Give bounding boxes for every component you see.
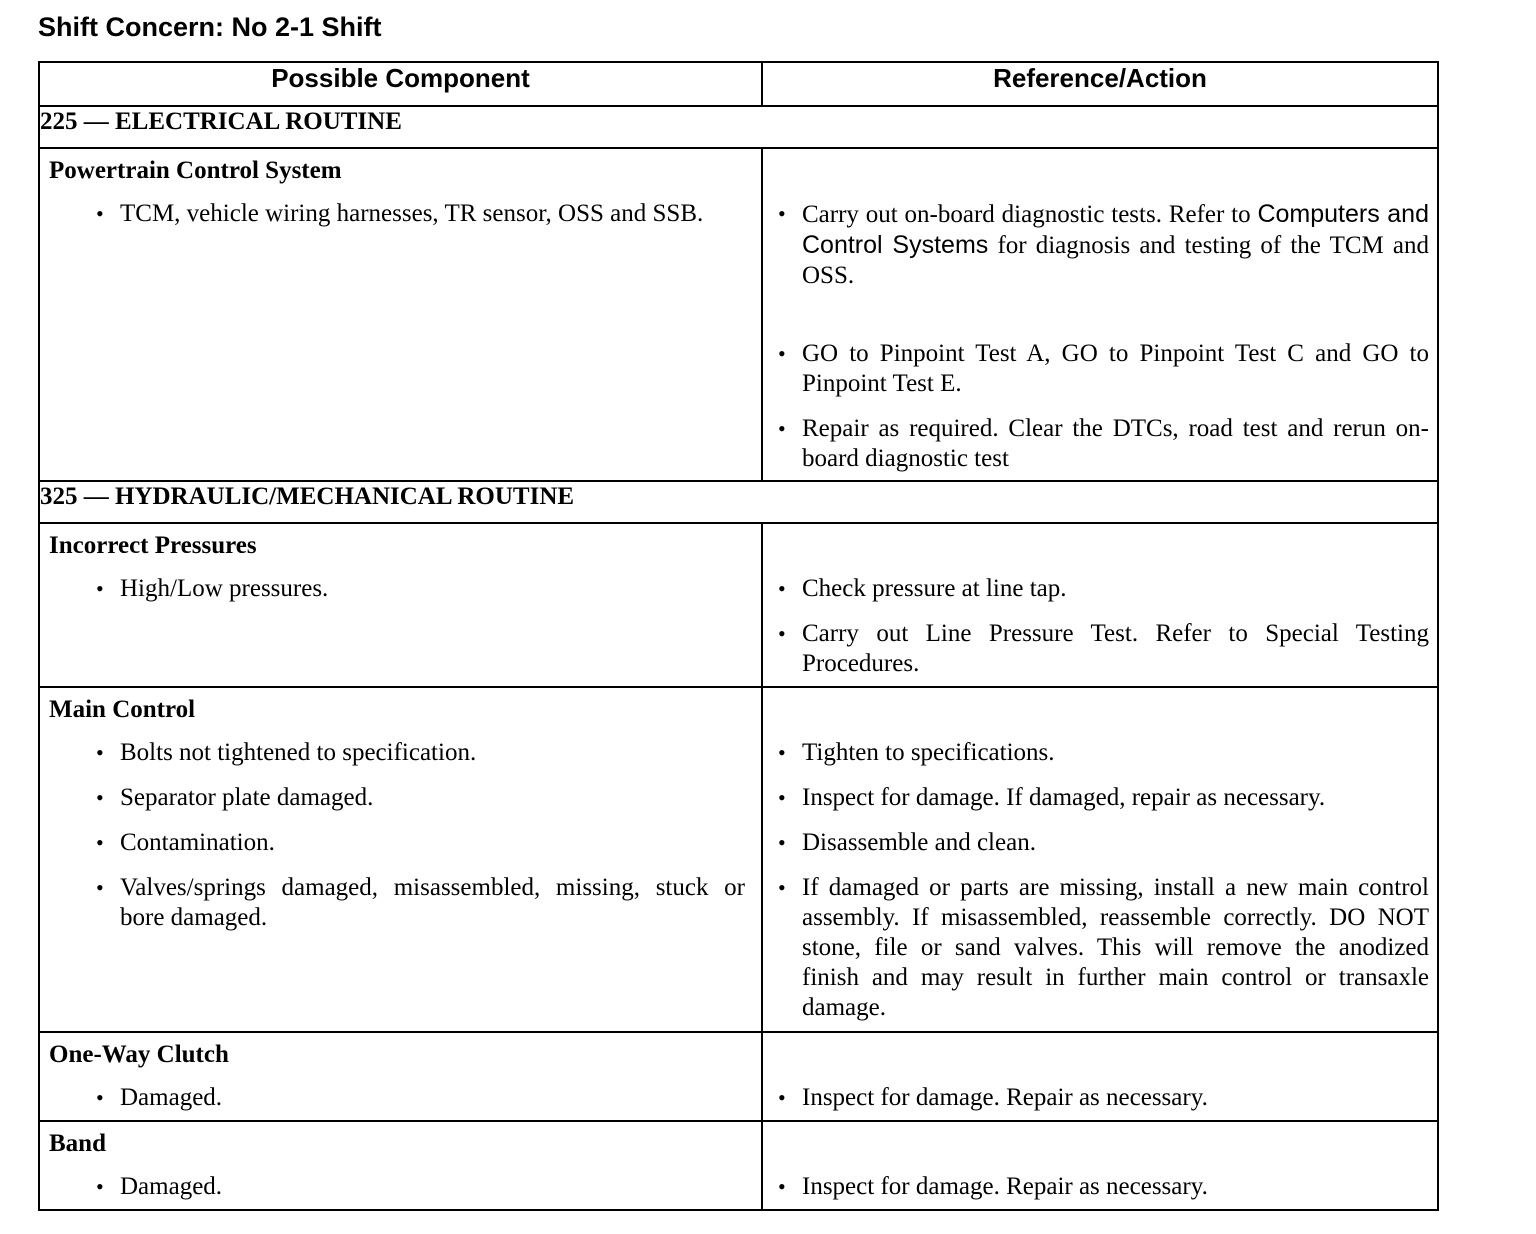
action-item: • Check pressure at line tap. <box>802 574 1429 604</box>
cause-item: • Damaged. <box>120 1172 745 1202</box>
component-name: One-Way Clutch <box>49 1041 229 1068</box>
table-row <box>39 148 1438 481</box>
action-list <box>777 1172 1429 1202</box>
action-item: • Inspect for damage. Repair as necessary. <box>802 1083 1429 1113</box>
cause-item: • Contamination. <box>120 828 745 858</box>
table-row <box>39 1032 1438 1121</box>
diagnosis-table <box>38 61 1439 1211</box>
component-name: Incorrect Pressures <box>49 532 257 559</box>
cause-item: • TCM, vehicle wiring harnesses, TR sensor, OSS and SSB. <box>120 199 745 229</box>
cause-list <box>49 1172 745 1202</box>
component-name: Band <box>49 1130 106 1157</box>
section-row <box>39 481 1438 523</box>
action-item: • Inspect for damage. If damaged, repair as necessary. <box>802 783 1429 813</box>
action-item: • GO to Pinpoint Test A, GO to Pinpoint Test C and GO to Pinpoint Test E. <box>802 339 1429 399</box>
header-component: Possible Component <box>39 62 762 106</box>
table-body <box>39 106 1438 1210</box>
header-row <box>39 62 1438 106</box>
section-label: 225 — ELECTRICAL ROUTINE <box>39 106 1438 148</box>
action-list <box>777 574 1429 679</box>
action-list <box>777 199 1429 474</box>
cause-list <box>49 199 745 229</box>
table-row <box>39 687 1438 1032</box>
action-text: Carry out on-board diagnostic tests. Refer to <box>802 201 1258 228</box>
component-cell <box>39 1032 762 1121</box>
cause-item: • Bolts not tightened to specification. <box>120 738 745 768</box>
table-row <box>39 1121 1438 1210</box>
section-row <box>39 106 1438 148</box>
action-item: • Tighten to specifications. <box>802 738 1429 768</box>
reference-cell <box>762 523 1438 687</box>
page-title: Shift Concern: No 2-1 Shift <box>38 12 382 42</box>
action-list <box>777 738 1429 1023</box>
action-item: • If damaged or parts are missing, install a new main control assembly. If misassembled, reassemble correctly. DO NOT stone, file or sand valves. This will remove the anodized finish and may result in further main control or transaxle damage. <box>802 873 1429 1023</box>
action-item: • Inspect for damage. Repair as necessary. <box>802 1172 1429 1202</box>
section-label: 325 — HYDRAULIC/MECHANICAL ROUTINE <box>39 481 1438 523</box>
component-cell <box>39 148 762 481</box>
action-item: • Disassemble and clean. <box>802 828 1429 858</box>
cause-list <box>49 738 745 933</box>
component-cell <box>39 1121 762 1210</box>
table-row <box>39 523 1438 687</box>
cause-item: • Separator plate damaged. <box>120 783 745 813</box>
component-name: Main Control <box>49 696 196 723</box>
cause-list <box>49 574 745 604</box>
reference-cell <box>762 687 1438 1032</box>
reference-cell <box>762 1032 1438 1121</box>
action-item <box>802 199 1429 291</box>
cause-item: • Valves/springs damaged, misassembled, missing, stuck or bore damaged. <box>120 873 745 933</box>
component-name: Powertrain Control System <box>49 157 342 184</box>
component-cell <box>39 523 762 687</box>
action-item: • Carry out Line Pressure Test. Refer to Special Testing Procedures. <box>802 619 1429 679</box>
reference-cell <box>762 148 1438 481</box>
action-item: • Repair as required. Clear the DTCs, road test and rerun on-board diagnostic test <box>802 414 1429 474</box>
reference-link[interactable]: Computers and Control Systems <box>802 200 1429 259</box>
cause-item: • Damaged. <box>120 1083 745 1113</box>
reference-cell <box>762 1121 1438 1210</box>
action-list <box>777 1083 1429 1113</box>
header-reference: Reference/Action <box>762 62 1438 106</box>
cause-list <box>49 1083 745 1113</box>
component-cell <box>39 687 762 1032</box>
cause-item: • High/Low pressures. <box>120 574 745 604</box>
action-text: for diagnosis and testing of the TCM and OSS. <box>802 232 1430 289</box>
